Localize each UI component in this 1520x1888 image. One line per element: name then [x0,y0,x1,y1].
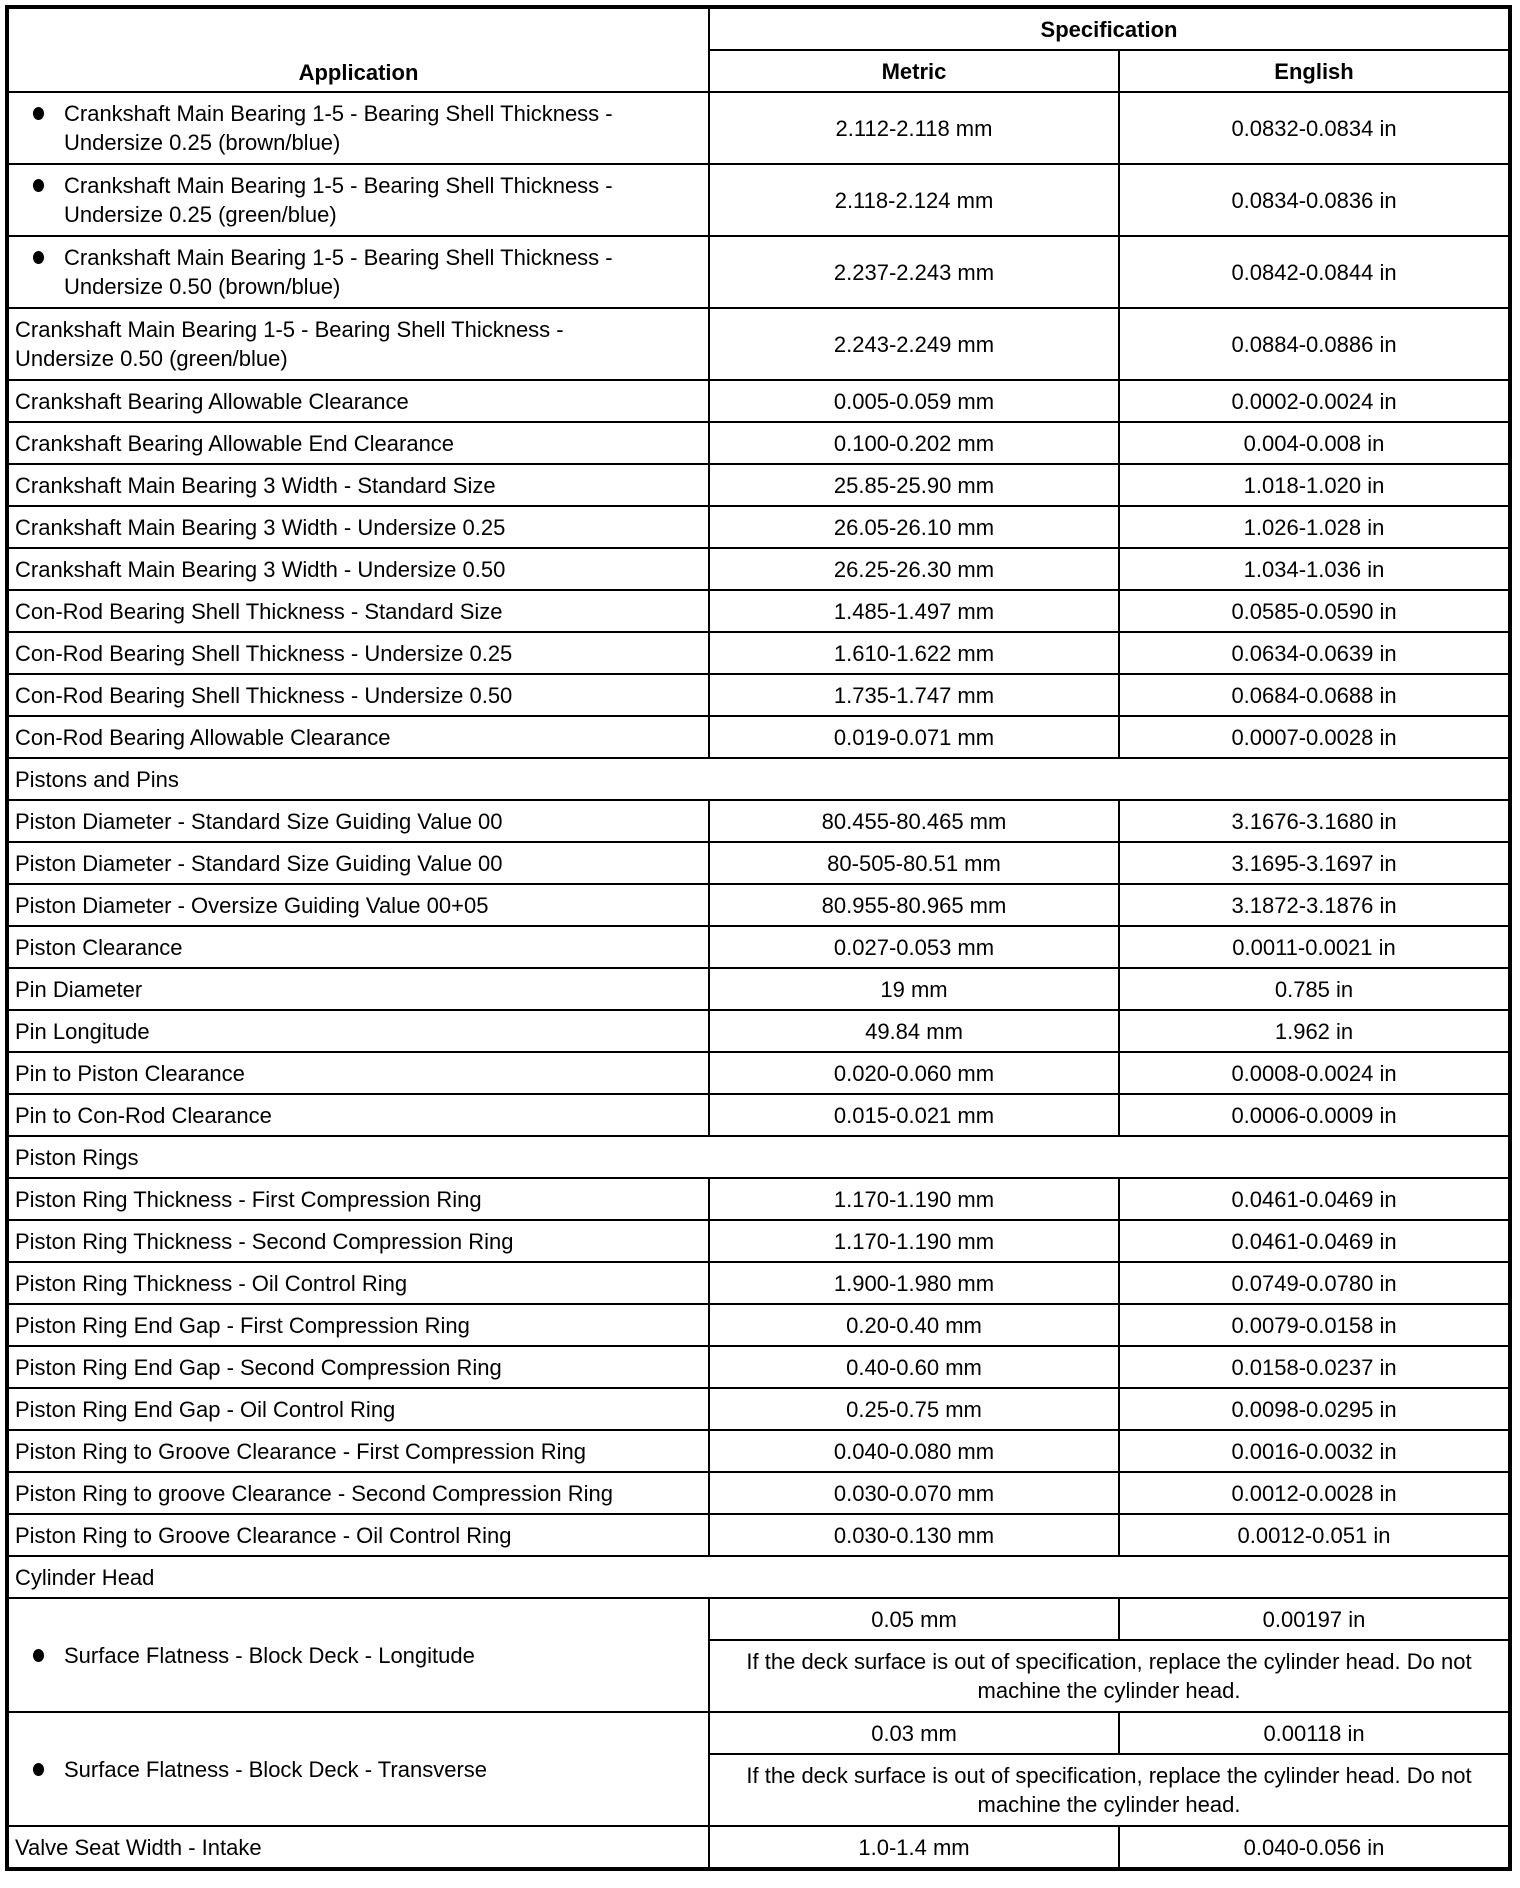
metric-cell: 0.03 mm [709,1712,1119,1754]
table-row [7,236,1510,308]
note-cell: If the deck surface is out of specification, replace the cylinder head. Do not machine the cylinder head. [709,1640,1510,1712]
english-cell: 0.0684-0.0688 in [1119,674,1510,716]
section-header-piston-rings [7,1136,1510,1178]
metric-cell: 0.25-0.75 mm [709,1388,1119,1430]
english-cell: 1.018-1.020 in [1119,464,1510,506]
metric-cell: 1.170-1.190 mm [709,1178,1119,1220]
application-cell: Crankshaft Bearing Allowable Clearance [7,380,709,422]
table-row [7,590,1510,632]
english-cell: 0.0012-0.051 in [1119,1514,1510,1556]
english-cell: 1.026-1.028 in [1119,506,1510,548]
application-cell: Piston Ring to Groove Clearance - First Compression Ring [7,1430,709,1472]
english-cell: 0.0884-0.0886 in [1119,308,1510,380]
table-row [7,716,1510,758]
application-cell: Piston Clearance [7,926,709,968]
metric-cell: 1.735-1.747 mm [709,674,1119,716]
metric-cell: 1.610-1.622 mm [709,632,1119,674]
table-row [7,1388,1510,1430]
application-cell: Piston Ring End Gap - Oil Control Ring [7,1388,709,1430]
application-cell [7,164,709,236]
english-cell: 3.1872-3.1876 in [1119,884,1510,926]
metric-cell: 25.85-25.90 mm [709,464,1119,506]
metric-cell: 0.100-0.202 mm [709,422,1119,464]
application-cell: Piston Ring Thickness - First Compression Ring [7,1178,709,1220]
application-cell: Con-Rod Bearing Shell Thickness - Undersize 0.50 [7,674,709,716]
table-row [7,1514,1510,1556]
application-cell: Valve Seat Width - Intake [7,1826,709,1869]
table-row [7,1178,1510,1220]
section-title: Piston Rings [7,1136,1510,1178]
english-cell: 1.962 in [1119,1010,1510,1052]
english-cell: 0.00118 in [1119,1712,1510,1754]
english-cell: 0.0006-0.0009 in [1119,1094,1510,1136]
table-row [7,1010,1510,1052]
application-cell: Con-Rod Bearing Shell Thickness - Standard Size [7,590,709,632]
table-row [7,92,1510,164]
specification-table [5,5,1512,1871]
metric-cell: 0.20-0.40 mm [709,1304,1119,1346]
table-row [7,674,1510,716]
application-cell: Pin Longitude [7,1010,709,1052]
application-cell: Crankshaft Main Bearing 3 Width - Standard Size [7,464,709,506]
english-cell: 0.0585-0.0590 in [1119,590,1510,632]
english-cell: 0.0634-0.0639 in [1119,632,1510,674]
column-header-english: English [1119,50,1510,92]
table-row [7,464,1510,506]
metric-cell: 26.05-26.10 mm [709,506,1119,548]
application-text: Surface Flatness - Block Deck - Longitude [64,1642,475,1668]
application-cell: Piston Ring Thickness - Second Compression Ring [7,1220,709,1262]
metric-cell: 0.005-0.059 mm [709,380,1119,422]
note-cell: If the deck surface is out of specification, replace the cylinder head. Do not machine the cylinder head. [709,1754,1510,1826]
table-row [7,1826,1510,1869]
application-cell: Piston Ring Thickness - Oil Control Ring [7,1262,709,1304]
application-cell: Crankshaft Bearing Allowable End Clearance [7,422,709,464]
application-text: Crankshaft Main Bearing 1-5 - Bearing Shell Thickness - Undersize 0.25 (brown/blue) [64,101,613,155]
table-row [7,1262,1510,1304]
metric-cell: 0.40-0.60 mm [709,1346,1119,1388]
english-cell: 0.00197 in [1119,1598,1510,1640]
application-text: Surface Flatness - Block Deck - Transverse [64,1756,488,1782]
table-row [7,1220,1510,1262]
english-cell: 0.0749-0.0780 in [1119,1262,1510,1304]
metric-cell: 26.25-26.30 mm [709,548,1119,590]
english-cell: 0.785 in [1119,968,1510,1010]
table-row [7,926,1510,968]
metric-cell: 0.030-0.130 mm [709,1514,1119,1556]
metric-cell: 1.900-1.980 mm [709,1262,1119,1304]
english-cell: 0.0079-0.0158 in [1119,1304,1510,1346]
table-row [7,1598,1510,1640]
application-cell: Piston Ring End Gap - Second Compression Ring [7,1346,709,1388]
application-cell: Pin Diameter [7,968,709,1010]
english-cell: 0.040-0.056 in [1119,1826,1510,1869]
metric-cell: 0.027-0.053 mm [709,926,1119,968]
table-row [7,548,1510,590]
application-cell: Pin to Piston Clearance [7,1052,709,1094]
english-cell: 0.0016-0.0032 in [1119,1430,1510,1472]
english-cell: 3.1695-3.1697 in [1119,842,1510,884]
metric-cell: 80.455-80.465 mm [709,800,1119,842]
section-header-cylinder-head [7,1556,1510,1598]
application-cell: Crankshaft Main Bearing 1-5 - Bearing Shell Thickness - Undersize 0.50 (green/blue) [7,308,709,380]
application-cell [7,92,709,164]
english-cell: 0.0834-0.0836 in [1119,164,1510,236]
metric-cell: 2.243-2.249 mm [709,308,1119,380]
metric-cell: 80-505-80.51 mm [709,842,1119,884]
application-cell: Piston Ring to Groove Clearance - Oil Control Ring [7,1514,709,1556]
metric-cell: 1.170-1.190 mm [709,1220,1119,1262]
column-header-application [7,7,709,92]
table-row [7,1304,1510,1346]
english-cell: 0.0007-0.0028 in [1119,716,1510,758]
application-cell: Pin to Con-Rod Clearance [7,1094,709,1136]
english-cell: 1.034-1.036 in [1119,548,1510,590]
application-cell: Piston Ring to groove Clearance - Second Compression Ring [7,1472,709,1514]
table-row [7,164,1510,236]
metric-cell: 0.020-0.060 mm [709,1052,1119,1094]
application-cell: Crankshaft Main Bearing 3 Width - Undersize 0.50 [7,548,709,590]
application-cell: Con-Rod Bearing Allowable Clearance [7,716,709,758]
bullet-icon [33,107,44,120]
section-header-pistons-and-pins [7,758,1510,800]
english-cell: 0.0098-0.0295 in [1119,1388,1510,1430]
english-cell: 0.004-0.008 in [1119,422,1510,464]
table-row [7,632,1510,674]
english-cell: 0.0002-0.0024 in [1119,380,1510,422]
application-cell: Piston Ring End Gap - First Compression Ring [7,1304,709,1346]
metric-cell: 0.040-0.080 mm [709,1430,1119,1472]
english-cell: 0.0832-0.0834 in [1119,92,1510,164]
table-row [7,884,1510,926]
metric-cell: 19 mm [709,968,1119,1010]
bullet-icon [33,1763,44,1776]
table-row [7,800,1510,842]
section-title: Pistons and Pins [7,758,1510,800]
metric-cell: 0.019-0.071 mm [709,716,1119,758]
table-row [7,842,1510,884]
metric-cell: 2.118-2.124 mm [709,164,1119,236]
table-row [7,506,1510,548]
application-cell [7,1712,709,1826]
metric-cell: 1.0-1.4 mm [709,1826,1119,1869]
application-cell: Piston Diameter - Standard Size Guiding Value 00 [7,800,709,842]
english-cell: 0.0461-0.0469 in [1119,1178,1510,1220]
metric-cell: 0.030-0.070 mm [709,1472,1119,1514]
table-row [7,1712,1510,1754]
column-header-metric: Metric [709,50,1119,92]
metric-cell: 2.237-2.243 mm [709,236,1119,308]
table-row [7,1472,1510,1514]
application-cell: Piston Diameter - Standard Size Guiding Value 00 [7,842,709,884]
application-text: Crankshaft Main Bearing 1-5 - Bearing Shell Thickness - Undersize 0.50 (brown/blue) [64,245,613,299]
metric-cell: 0.05 mm [709,1598,1119,1640]
english-cell: 0.0842-0.0844 in [1119,236,1510,308]
application-header-label: Application [298,60,419,85]
metric-cell: 80.955-80.965 mm [709,884,1119,926]
english-cell: 0.0011-0.0021 in [1119,926,1510,968]
table-row [7,968,1510,1010]
table-row [7,1094,1510,1136]
bullet-icon [33,179,44,192]
metric-cell: 49.84 mm [709,1010,1119,1052]
english-cell: 3.1676-3.1680 in [1119,800,1510,842]
table-row [7,380,1510,422]
metric-cell: 1.485-1.497 mm [709,590,1119,632]
table-row [7,308,1510,380]
application-cell [7,236,709,308]
table-row [7,1052,1510,1094]
application-text: Crankshaft Main Bearing 1-5 - Bearing Shell Thickness - Undersize 0.25 (green/blue) [64,173,613,227]
english-cell: 0.0158-0.0237 in [1119,1346,1510,1388]
column-header-specification: Specification [709,7,1510,50]
application-cell: Piston Diameter - Oversize Guiding Value 00+05 [7,884,709,926]
metric-cell: 2.112-2.118 mm [709,92,1119,164]
table-row [7,1346,1510,1388]
table-row [7,1430,1510,1472]
application-cell [7,1598,709,1712]
metric-cell: 0.015-0.021 mm [709,1094,1119,1136]
bullet-icon [33,1649,44,1662]
table-row [7,422,1510,464]
application-cell: Con-Rod Bearing Shell Thickness - Undersize 0.25 [7,632,709,674]
bullet-icon [33,251,44,264]
section-title: Cylinder Head [7,1556,1510,1598]
english-cell: 0.0012-0.0028 in [1119,1472,1510,1514]
english-cell: 0.0008-0.0024 in [1119,1052,1510,1094]
application-cell: Crankshaft Main Bearing 3 Width - Undersize 0.25 [7,506,709,548]
english-cell: 0.0461-0.0469 in [1119,1220,1510,1262]
